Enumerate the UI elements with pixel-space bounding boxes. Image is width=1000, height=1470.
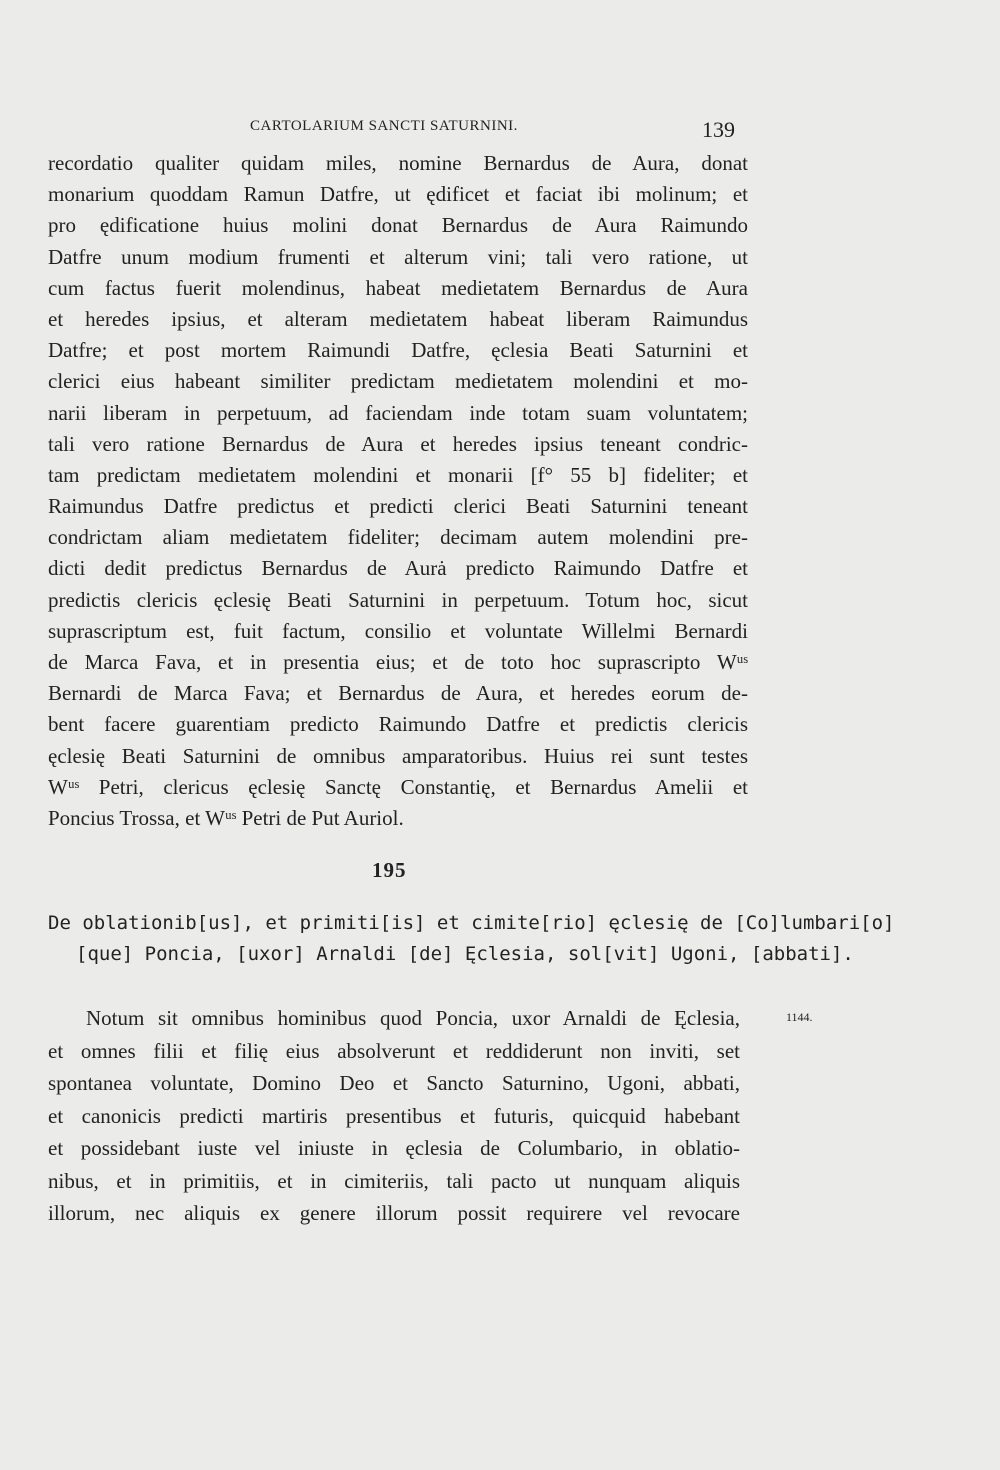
text-line: Raimundus Datfre predictus et predicti clerici Beati Saturnini teneant [48, 494, 748, 519]
text-line: tam predictam medietatem molendini et monarii [f° 55 b] fideliter; et [48, 462, 748, 487]
text-line: illorum, nec aliquis ex genere illorum possit requirere vel revocare [48, 1201, 740, 1225]
running-head: CARTOLARIUM SANCTI SATURNINI. [250, 118, 518, 134]
margin-date: 1144. [786, 1010, 813, 1024]
charter-heading [48, 908, 895, 970]
page-number: 139 [702, 117, 735, 142]
text-line: bent facere guarentiam predicto Raimundo Datfre et predictis clericis [48, 712, 748, 737]
text-line: Poncius Trossa, et Wᵘˢ Petri de Put Auriol. [48, 805, 404, 830]
text-line: et canonicis predicti martiris presentibus et futuris, quicquid habebant [48, 1103, 740, 1128]
text-line: suprascriptum est, fuit factum, consilio et voluntate Willelmi Bernardi [48, 618, 748, 643]
text-line: recordatio qualiter quidam miles, nomine Bernardus de Aura, donat [48, 151, 748, 175]
charter-194-continuation [48, 148, 748, 834]
text-line: Bernardi de Marca Fava; et Bernardus de Aura, et heredes eorum de- [48, 681, 748, 706]
text-line: predictis clericis ęclesię Beati Saturnini in perpetuum. Totum hoc, sicut [48, 587, 748, 612]
heading-line: De oblationib[us], et primiti[is] et cimite[rio] ęclesię de [Co]lumbari[o] [48, 912, 895, 934]
text-line: pro ędificatione huius molini donat Bernardus de Aura Raimundo [48, 213, 748, 238]
text-line: et omnes filii et filię eius absolverunt et reddiderunt non inviti, set [48, 1038, 740, 1063]
text-line: Datfre; et post mortem Raimundi Datfre, ęclesia Beati Saturnini et [48, 338, 748, 363]
text-line: clerici eius habeant similiter predictam medietatem molendini et mo- [48, 369, 748, 394]
text-line: monarium quoddam Ramun Datfre, ut ędificet et faciat ibi molinum; et [48, 182, 748, 207]
text-line: et heredes ipsius, et alteram medietatem habeat liberam Raimundus [48, 306, 748, 331]
text-line: Notum sit omnibus hominibus quod Poncia, uxor Arnaldi de Ęclesia, [86, 1006, 740, 1030]
charter-number: 195 [372, 858, 407, 882]
text-line: narii liberam in perpetuum, ad faciendam inde totam suam voluntatem; [48, 400, 748, 425]
heading-line: [que] Poncia, [uxor] Arnaldi [de] Ęclesia, sol[vit] Ugoni, [abbati]. [76, 943, 854, 965]
text-line: nibus, et in primitiis, et in cimiteriis, tali pacto ut nunquam aliquis [48, 1168, 740, 1193]
text-line: cum factus fuerit molendinus, habeat medietatem Bernardus de Aura [48, 275, 748, 300]
text-line: condrictam aliam medietatem fideliter; decimam autem molendini pre- [48, 525, 748, 550]
text-line: Datfre unum modium frumenti et alterum vini; tali vero ratione, ut [48, 244, 748, 269]
charter-195-text [48, 1002, 740, 1230]
text-line: ęclesię Beati Saturnini de omnibus amparatoribus. Huius rei sunt testes [48, 743, 748, 768]
text-line: tali vero ratione Bernardus de Aura et heredes ipsius teneant condric- [48, 431, 748, 456]
text-line: de Marca Fava, et in presentia eius; et de toto hoc suprascripto Wᵘˢ [48, 650, 748, 674]
text-line: Wᵘˢ Petri, clericus ęclesię Sanctę Constantię, et Bernardus Amelii et [48, 774, 748, 799]
text-line: dicti dedit predictus Bernardus de Aurȧ predicto Raimundo Datfre et [48, 556, 748, 581]
text-line: spontanea voluntate, Domino Deo et Sancto Saturnino, Ugoni, abbati, [48, 1071, 740, 1095]
text-line: et possidebant iuste vel iniuste in ęclesia de Columbario, in oblatio- [48, 1136, 740, 1160]
